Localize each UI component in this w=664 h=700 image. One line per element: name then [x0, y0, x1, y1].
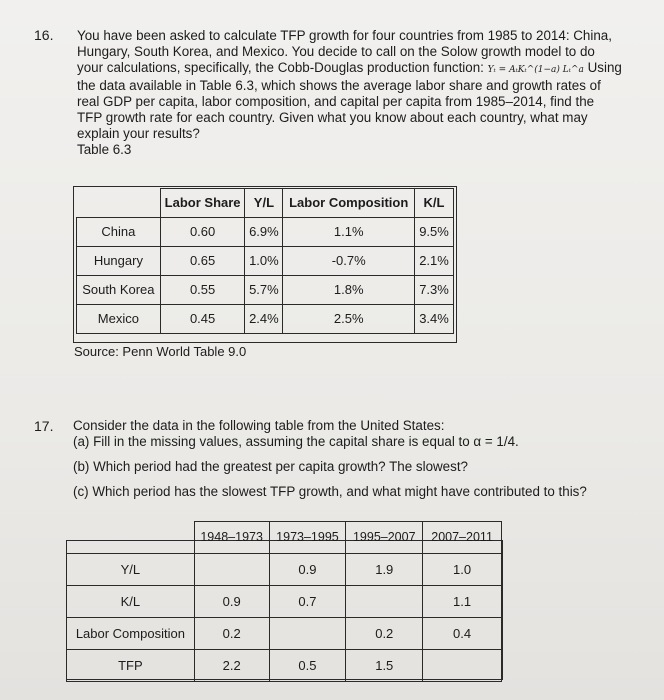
- cell-yl: 5.7%: [245, 275, 283, 304]
- cell-c4: 0.4: [423, 617, 502, 649]
- cell-kl: 2.1%: [415, 246, 454, 275]
- table-source: Source: Penn World Table 9.0: [74, 344, 247, 359]
- cell-c1: 0.2: [194, 617, 269, 649]
- header-labor-share: Labor Share: [160, 189, 245, 218]
- cell-yl: 1.0%: [245, 246, 283, 275]
- question-17-number: 17.: [34, 418, 54, 434]
- cell-c1: 2.2: [194, 649, 269, 681]
- cell-c4: 1.1: [423, 585, 502, 617]
- q16-line-3: [77, 60, 647, 78]
- header-kl: K/L: [415, 189, 454, 218]
- cell-labor-share: 0.60: [160, 217, 245, 246]
- question-16-number: 16.: [34, 27, 54, 43]
- cell-yl: 6.9%: [245, 217, 283, 246]
- cell-c2: 0.9: [269, 553, 346, 585]
- q16-line-3-end: Using: [587, 60, 622, 75]
- header-labor-composition: Labor Composition: [283, 189, 415, 218]
- cell-labor-comp: 1.8%: [283, 275, 415, 304]
- table-row: [77, 217, 454, 246]
- cell-c3: 1.9: [346, 553, 423, 585]
- table-header-row: [77, 189, 454, 218]
- table-6-3-title: Table 6.3: [77, 142, 132, 157]
- cell-c1: [194, 553, 269, 585]
- cell-c2: 0.7: [269, 585, 346, 617]
- q16-line-5: real GDP per capita, labor composition, and capital per capita from 1985–2014, find the: [77, 94, 595, 109]
- question-17-text: [73, 418, 648, 500]
- header-1973-1995: 1973–1995: [269, 522, 346, 554]
- q16-line-3-text: your calculations, specifically, the Cobb-Douglas production function:: [77, 60, 484, 75]
- table-row: [77, 304, 454, 333]
- header-2007-2011: 2007–2011: [423, 522, 502, 554]
- row-label: K/L: [67, 585, 195, 617]
- cell-labor-comp: 1.1%: [283, 217, 415, 246]
- table-row: [77, 275, 454, 304]
- cell-c3: 0.2: [346, 617, 423, 649]
- q16-line-1: You have been asked to calculate TFP growth for four countries from 1985 to 2014: China,: [77, 28, 612, 43]
- row-label: China: [77, 217, 161, 246]
- row-label: Labor Composition: [67, 617, 195, 649]
- cell-kl: 7.3%: [415, 275, 454, 304]
- row-label: Y/L: [67, 553, 195, 585]
- cobb-douglas-formula: Yₜ = AₜKₜ^(1−a) Lₜ^a: [487, 65, 584, 75]
- header-1948-1973: 1948–1973: [194, 522, 269, 554]
- q17-intro: Consider the data in the following table from the United States:: [73, 418, 445, 433]
- cell-labor-comp: -0.7%: [283, 246, 415, 275]
- cell-labor-share: 0.55: [160, 275, 245, 304]
- question-16-text: [77, 28, 647, 158]
- q16-line-2: Hungary, South Korea, and Mexico. You decide to call on the Solow growth model to do: [77, 44, 595, 59]
- cell-labor-share: 0.45: [160, 304, 245, 333]
- q16-line-7: explain your results?: [77, 126, 200, 141]
- row-label: TFP: [67, 649, 195, 681]
- cell-c4: 1.0: [423, 553, 502, 585]
- header-yl: Y/L: [245, 189, 283, 218]
- table-row: [67, 649, 502, 681]
- cell-c2: [269, 617, 346, 649]
- cell-kl: 9.5%: [415, 217, 454, 246]
- us-table: [66, 521, 502, 682]
- header-1995-2007: 1995–2007: [346, 522, 423, 554]
- row-label: Mexico: [77, 304, 161, 333]
- table-row: [77, 246, 454, 275]
- cell-c3: 1.5: [346, 649, 423, 681]
- cell-yl: 2.4%: [245, 304, 283, 333]
- cell-labor-comp: 2.5%: [283, 304, 415, 333]
- q17-part-b: (b) Which period had the greatest per capita growth? The slowest?: [73, 459, 468, 474]
- q16-line-6: TFP growth rate for each country. Given what you know about each country, what may: [77, 110, 588, 125]
- cell-kl: 3.4%: [415, 304, 454, 333]
- cell-c3: [346, 585, 423, 617]
- row-label: Hungary: [77, 246, 161, 275]
- table-6-3: [76, 188, 454, 334]
- cell-labor-share: 0.65: [160, 246, 245, 275]
- q17-part-a: (a) Fill in the missing values, assuming the capital share is equal to α = 1/4.: [73, 434, 519, 449]
- cell-c4: [423, 649, 502, 681]
- table-row: [67, 617, 502, 649]
- table-row: [67, 585, 502, 617]
- q17-part-c: (c) Which period has the slowest TFP growth, and what might have contributed to this?: [73, 484, 587, 499]
- row-label: South Korea: [77, 275, 161, 304]
- table-header-row: [67, 522, 502, 554]
- cell-c2: 0.5: [269, 649, 346, 681]
- table-row: [67, 553, 502, 585]
- cell-c1: 0.9: [194, 585, 269, 617]
- q16-line-4: the data available in Table 6.3, which shows the average labor share and growth rates of: [77, 78, 601, 93]
